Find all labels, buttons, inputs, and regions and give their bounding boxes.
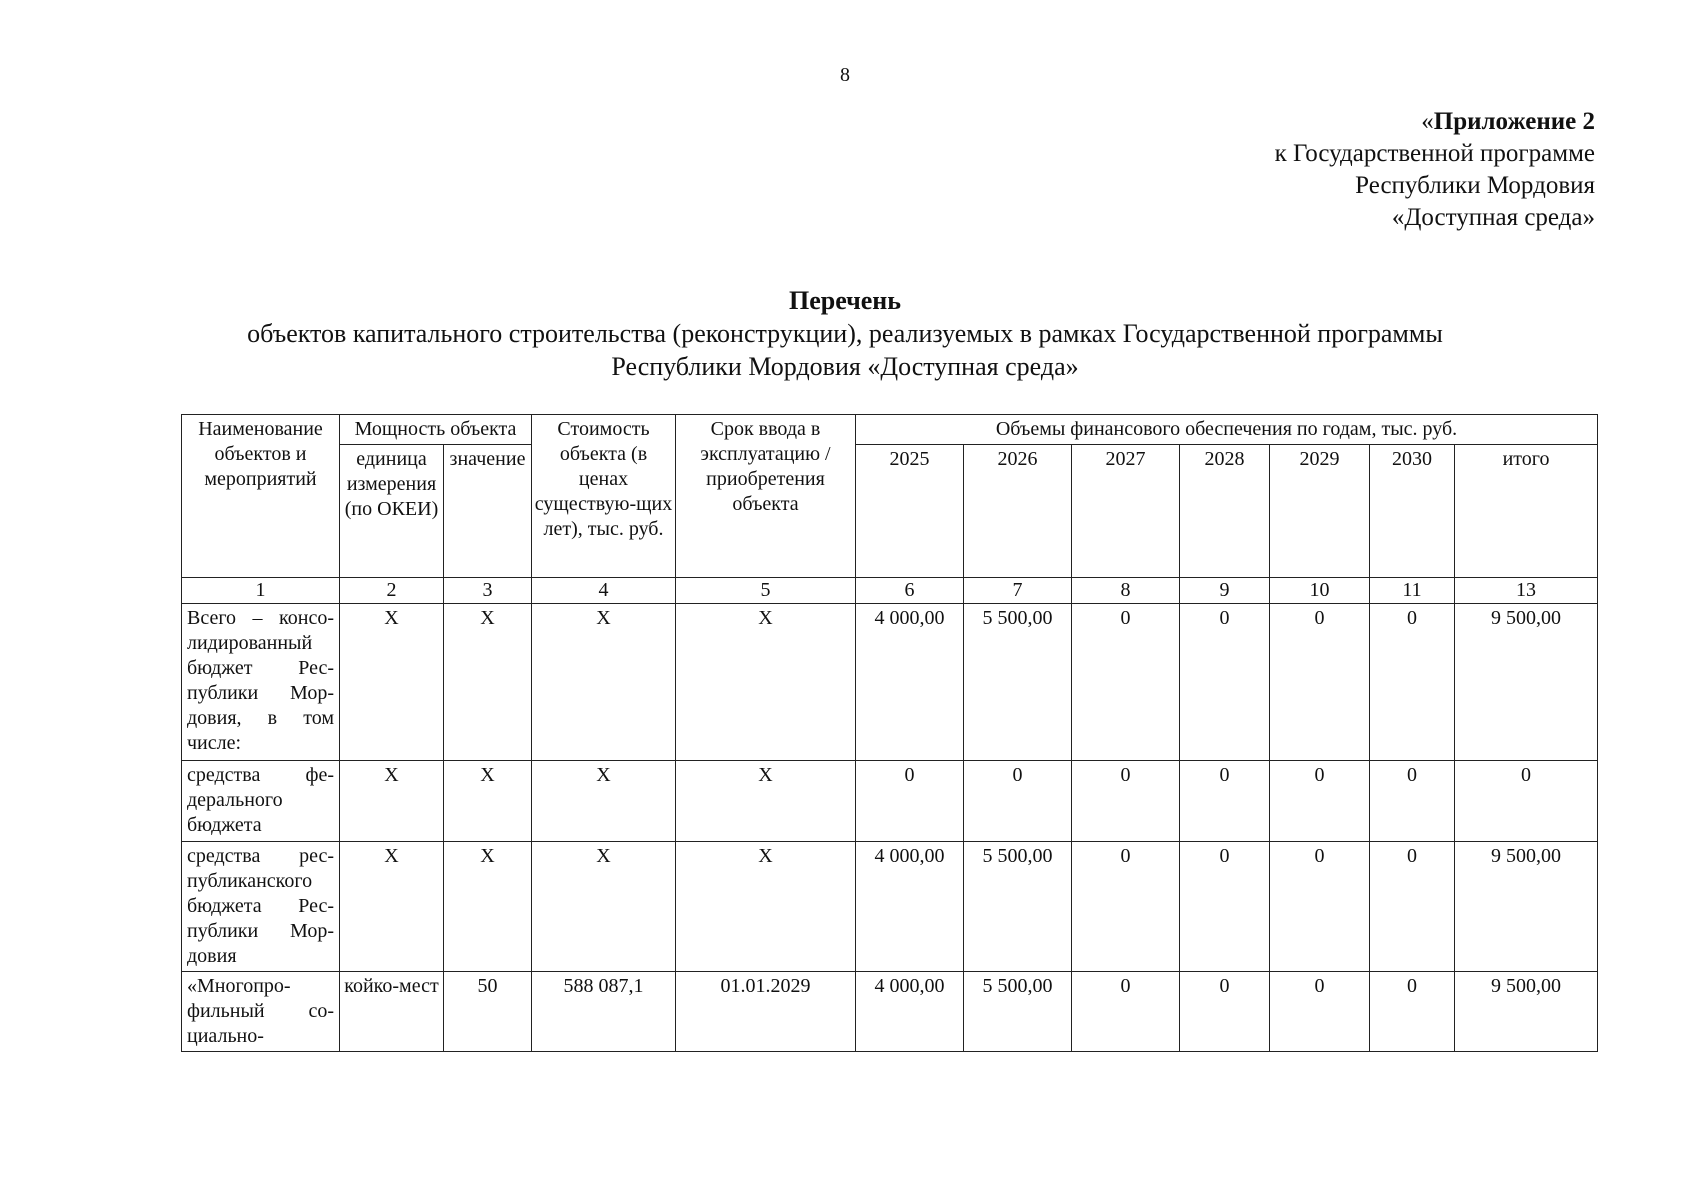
appendix-block — [1275, 106, 1595, 234]
column-number: 13 — [1455, 578, 1598, 604]
row-name: средства рес-публиканского бюджета Рес-публики Мор-довия — [182, 842, 340, 972]
header-year: 2025 — [856, 445, 964, 578]
table-cell: 0 — [1180, 761, 1270, 842]
document-heading: Перечень — [788, 286, 902, 315]
appendix-line-4: «Доступная среда» — [1391, 204, 1595, 231]
page-number: 8 — [840, 64, 850, 86]
table-cell: 0 — [1270, 761, 1370, 842]
header-year: 2027 — [1072, 445, 1180, 578]
table-row — [182, 761, 1598, 842]
table-cell: X — [532, 604, 676, 761]
table-cell: 0 — [1072, 761, 1180, 842]
objects-table — [181, 414, 1598, 1052]
column-number: 4 — [532, 578, 676, 604]
document-subtitle-line-1: объектов капитального строительства (реконструкции), реализуемых в рамках Государственной программы — [247, 319, 1443, 348]
header-funding: Объемы финансового обеспечения по годам, тыс. руб. — [856, 415, 1598, 445]
appendix-title: Приложение 2 — [1433, 108, 1595, 135]
table-cell: 0 — [1072, 972, 1180, 1052]
table-cell: X — [444, 842, 532, 972]
header-year: 2028 — [1180, 445, 1270, 578]
table-cell: 0 — [1370, 761, 1455, 842]
table-cell: 0 — [1180, 604, 1270, 761]
header-total: итого — [1455, 445, 1598, 578]
table-cell: 4 000,00 — [856, 972, 964, 1052]
table-cell: X — [340, 842, 444, 972]
table-cell: 0 — [1370, 604, 1455, 761]
column-number: 8 — [1072, 578, 1180, 604]
row-name: Всего – консо-лидированный бюджет Рес-публики Мор-довия, в том числе: — [182, 604, 340, 761]
row-name: средства фе-дерального бюджета — [182, 761, 340, 842]
header-name: Наименование объектов и мероприятий — [182, 415, 340, 578]
table-cell: 0 — [1180, 972, 1270, 1052]
table-cell: X — [532, 761, 676, 842]
table-cell: X — [676, 604, 856, 761]
header-term: Срок ввода в эксплуатацию / приобретения объекта — [676, 415, 856, 578]
appendix-line-2: к Государственной программе — [1274, 140, 1595, 167]
table-cell: койко-мест — [340, 972, 444, 1052]
table-cell: X — [340, 761, 444, 842]
table-cell: 0 — [1370, 972, 1455, 1052]
table-cell: 588 087,1 — [532, 972, 676, 1052]
table-cell: 0 — [1270, 604, 1370, 761]
column-number: 10 — [1270, 578, 1370, 604]
appendix-line-3: Республики Мордовия — [1355, 172, 1595, 199]
table-cell: 0 — [1180, 842, 1270, 972]
column-number: 6 — [856, 578, 964, 604]
row-name: «Многопро-фильный со-циально- — [182, 972, 340, 1052]
table-cell: X — [532, 842, 676, 972]
column-number: 2 — [340, 578, 444, 604]
header-value: значение — [444, 445, 532, 578]
header-year: 2029 — [1270, 445, 1370, 578]
table-cell: 01.01.2029 — [676, 972, 856, 1052]
header-year: 2026 — [964, 445, 1072, 578]
table-row — [182, 842, 1598, 972]
header-cost: Стоимость объекта (в ценах существую-щих лет), тыс. руб. — [532, 415, 676, 578]
table-cell: 5 500,00 — [964, 972, 1072, 1052]
table-cell: 0 — [1455, 761, 1598, 842]
table-cell: 0 — [856, 761, 964, 842]
table-cell: 5 500,00 — [964, 842, 1072, 972]
header-unit: единица измерения (по ОКЕИ) — [340, 445, 444, 578]
appendix-open-quote: « — [1421, 108, 1434, 135]
column-number: 7 — [964, 578, 1072, 604]
table-cell: X — [676, 761, 856, 842]
table-cell: X — [444, 761, 532, 842]
table-cell: 0 — [1370, 842, 1455, 972]
column-number: 9 — [1180, 578, 1270, 604]
table-cell: X — [444, 604, 532, 761]
table-cell: 9 500,00 — [1455, 604, 1598, 761]
table-cell: 9 500,00 — [1455, 972, 1598, 1052]
table-cell: 4 000,00 — [856, 604, 964, 761]
table-cell: 4 000,00 — [856, 842, 964, 972]
document-title-block — [0, 284, 1690, 383]
header-capacity: Мощность объекта — [340, 415, 532, 445]
table-cell: 0 — [964, 761, 1072, 842]
table-cell: 0 — [1270, 972, 1370, 1052]
appendix-title-line — [1275, 106, 1595, 138]
table-cell: 9 500,00 — [1455, 842, 1598, 972]
column-number: 1 — [182, 578, 340, 604]
column-number: 5 — [676, 578, 856, 604]
table-cell: 0 — [1072, 604, 1180, 761]
document-subtitle-line-2: Республики Мордовия «Доступная среда» — [611, 352, 1079, 381]
table-row — [182, 604, 1598, 761]
table-cell: X — [676, 842, 856, 972]
table-cell: 0 — [1072, 842, 1180, 972]
column-number: 11 — [1370, 578, 1455, 604]
table-cell: 50 — [444, 972, 532, 1052]
header-year: 2030 — [1370, 445, 1455, 578]
table-cell: 5 500,00 — [964, 604, 1072, 761]
table-cell: X — [340, 604, 444, 761]
table-row — [182, 972, 1598, 1052]
table-cell: 0 — [1270, 842, 1370, 972]
column-number: 3 — [444, 578, 532, 604]
